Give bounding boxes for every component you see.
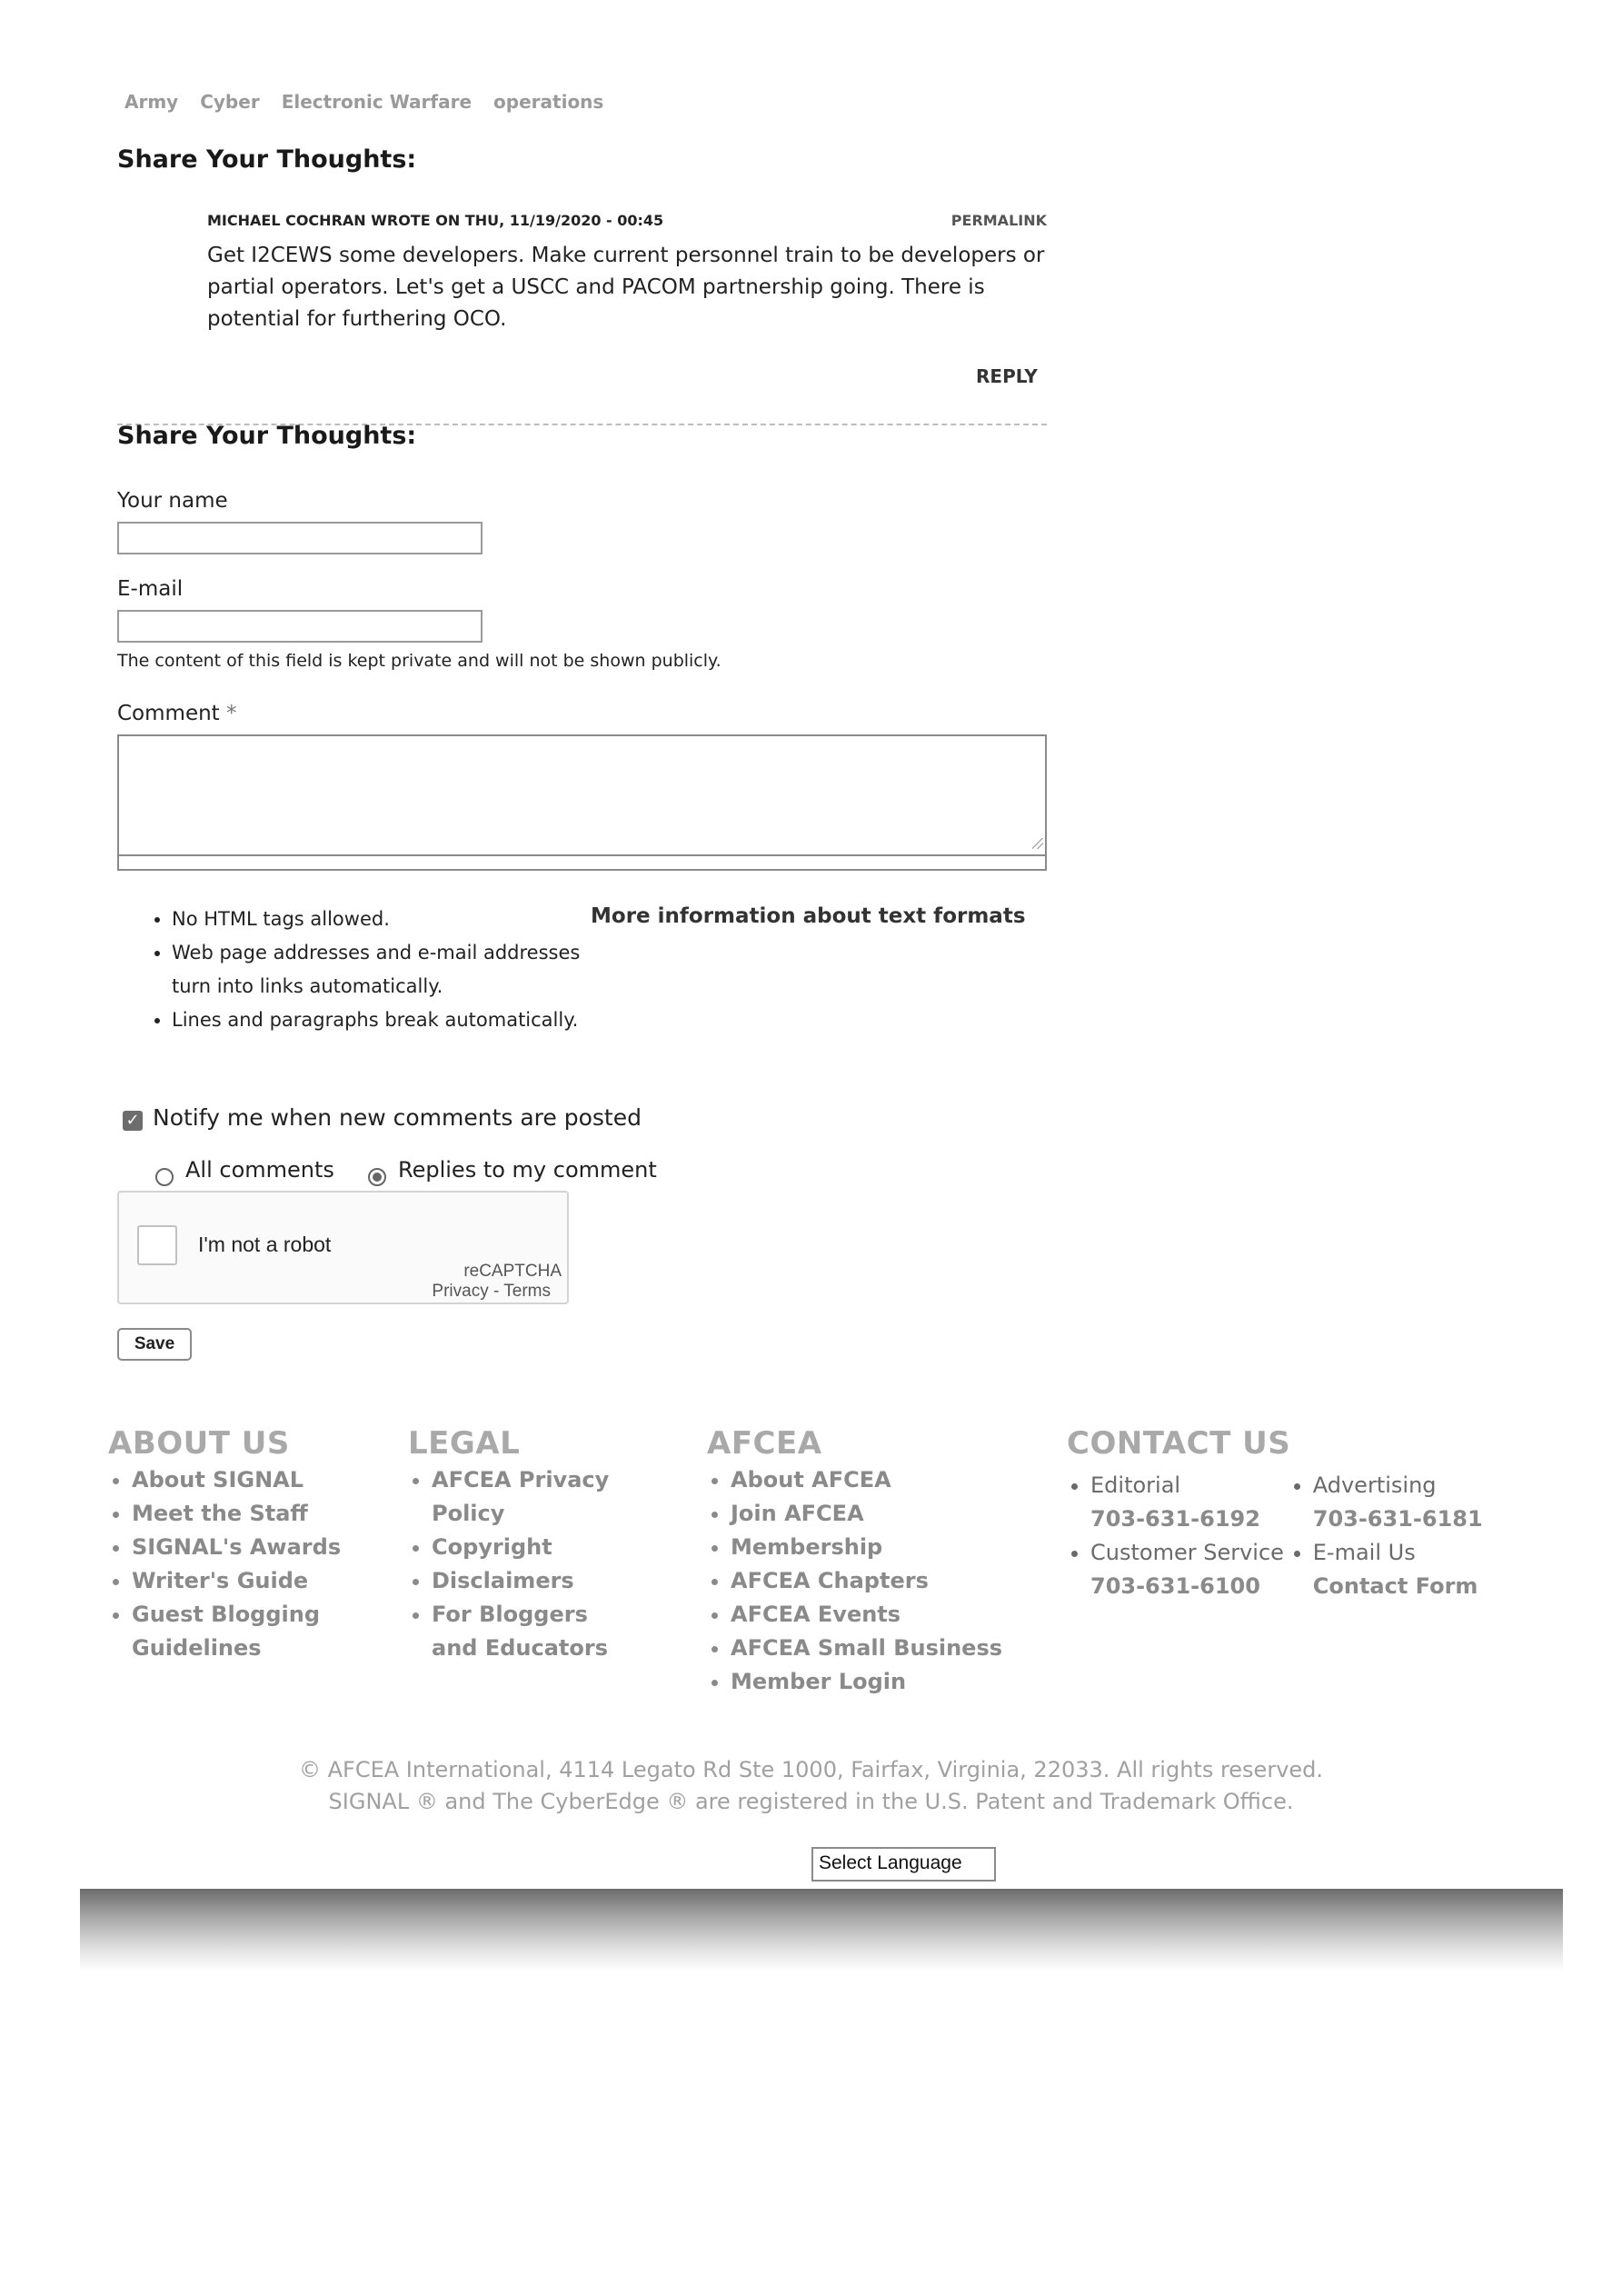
contact-customer-label: Customer Service bbox=[1090, 1540, 1284, 1565]
text-format-tips bbox=[150, 903, 581, 1037]
comment-label-text: Comment bbox=[117, 702, 220, 725]
save-button[interactable]: Save bbox=[117, 1328, 192, 1361]
contact-advertising-label: Advertising bbox=[1312, 1472, 1437, 1498]
comment-label bbox=[117, 702, 237, 725]
footer-link[interactable]: • Member Login bbox=[731, 1665, 1007, 1699]
footer-contact bbox=[1067, 1425, 1503, 1603]
tag-list bbox=[124, 91, 603, 113]
recaptcha-terms-link[interactable]: Terms bbox=[503, 1282, 551, 1301]
footer-link[interactable]: • Membership bbox=[731, 1531, 1007, 1564]
format-tip: • No HTML tags allowed. bbox=[172, 903, 581, 936]
footer-link[interactable]: • AFCEA Small Business bbox=[731, 1632, 1007, 1665]
footer-link[interactable]: • SIGNAL's Awards bbox=[132, 1531, 381, 1564]
reply-link[interactable]: REPLY bbox=[976, 365, 1038, 387]
name-input[interactable] bbox=[117, 522, 483, 554]
contact-form-link[interactable]: Contact Form bbox=[1312, 1573, 1478, 1599]
format-tip: • Lines and paragraphs break automatically. bbox=[172, 1003, 581, 1037]
footer-link[interactable]: • Join AFCEA bbox=[731, 1497, 1007, 1531]
recaptcha-brand: reCAPTCHA bbox=[463, 1262, 562, 1281]
footer-link[interactable]: • Guest Blogging Guidelines bbox=[132, 1598, 332, 1665]
radio-all-comments-label: All comments bbox=[185, 1157, 334, 1183]
email-input[interactable] bbox=[117, 610, 483, 643]
recaptcha-sep: - bbox=[493, 1282, 500, 1301]
language-select[interactable]: Select Language bbox=[811, 1847, 996, 1882]
footer-link[interactable]: • Copyright bbox=[432, 1531, 690, 1564]
comment-body: Get I2CEWS some developers. Make current personnel train to be developers or partial operators. Let's get a USCC and PACOM partnership going. There is potential for furthering OCO. bbox=[207, 244, 1045, 331]
footer-link[interactable]: • Disclaimers bbox=[432, 1564, 690, 1598]
comment-meta bbox=[207, 212, 1047, 229]
comment-author-line: MICHAEL COCHRAN WROTE ON THU, 11/19/2020 - 00:45 bbox=[207, 212, 664, 229]
footer-contact-heading: CONTACT US bbox=[1067, 1425, 1291, 1462]
radio-replies[interactable] bbox=[368, 1168, 386, 1186]
footer-link[interactable]: • Meet the Staff bbox=[132, 1497, 381, 1531]
recaptcha-label: I'm not a robot bbox=[198, 1233, 332, 1256]
footer-about-list bbox=[108, 1463, 381, 1665]
footer-link[interactable]: • AFCEA Privacy Policy bbox=[432, 1463, 690, 1531]
footer-contact-grid bbox=[1067, 1469, 1503, 1603]
format-tip: • Web page addresses and e-mail addresses turn into links automatically. bbox=[172, 936, 581, 1003]
footer-link[interactable]: • Writer's Guide bbox=[132, 1564, 381, 1598]
resize-grip-icon[interactable] bbox=[1032, 838, 1043, 849]
radio-all-comments[interactable] bbox=[155, 1168, 174, 1186]
name-label: Your name bbox=[117, 489, 228, 513]
footer-contact-col-2 bbox=[1289, 1469, 1503, 1603]
copyright bbox=[0, 1754, 1622, 1818]
footer-afcea-list bbox=[707, 1463, 1007, 1699]
email-privacy-hint: The content of this field is kept private and will not be shown publicly. bbox=[117, 651, 721, 671]
copyright-line-1: © AFCEA International, 4114 Legato Rd Ste 1000, Fairfax, Virginia, 22033. All rights reserved. bbox=[298, 1757, 1324, 1782]
footer-contact-col-1 bbox=[1067, 1469, 1289, 1603]
copyright-line-2: SIGNAL ® and The CyberEdge ® are registered in the U.S. Patent and Trademark Office. bbox=[328, 1789, 1294, 1814]
contact-editorial-label: Editorial bbox=[1090, 1472, 1181, 1498]
footer-legal bbox=[408, 1425, 690, 1665]
footer-afcea bbox=[707, 1425, 1007, 1699]
required-mark: * bbox=[226, 702, 237, 725]
form-heading: Share Your Thoughts: bbox=[117, 422, 417, 450]
notify-label: Notify me when new comments are posted bbox=[153, 1104, 642, 1131]
tag-electronic-warfare[interactable]: Electronic Warfare bbox=[281, 91, 473, 113]
footer-about bbox=[108, 1425, 381, 1665]
contact-email bbox=[1313, 1536, 1503, 1603]
recaptcha-links bbox=[432, 1282, 551, 1302]
recaptcha-checkbox[interactable] bbox=[137, 1225, 177, 1265]
recaptcha-widget bbox=[117, 1191, 569, 1304]
tag-army[interactable]: Army bbox=[124, 91, 179, 113]
footer-link[interactable]: • About SIGNAL bbox=[132, 1463, 381, 1497]
footer-link[interactable]: • AFCEA Chapters bbox=[731, 1564, 1007, 1598]
comment-textarea[interactable] bbox=[117, 734, 1047, 871]
contact-advertising-phone[interactable]: 703-631-6181 bbox=[1312, 1506, 1483, 1532]
contact-advertising bbox=[1313, 1469, 1503, 1536]
footer-afcea-heading: AFCEA bbox=[707, 1425, 822, 1462]
footer-about-heading: ABOUT US bbox=[108, 1425, 290, 1462]
contact-customer-phone[interactable]: 703-631-6100 bbox=[1090, 1573, 1260, 1599]
notify-checkbox[interactable]: ✓ bbox=[123, 1111, 143, 1131]
footer-legal-heading: LEGAL bbox=[408, 1425, 521, 1462]
email-label: E-mail bbox=[117, 577, 184, 601]
contact-customer bbox=[1090, 1536, 1289, 1603]
footer-legal-list bbox=[408, 1463, 690, 1665]
contact-editorial bbox=[1090, 1469, 1289, 1536]
permalink-link[interactable]: PERMALINK bbox=[950, 212, 1047, 229]
tag-cyber[interactable]: Cyber bbox=[200, 91, 260, 113]
more-info-text-formats-link[interactable]: More information about text formats bbox=[591, 904, 1026, 928]
contact-email-label: E-mail Us bbox=[1312, 1540, 1416, 1565]
footer-link[interactable]: • About AFCEA bbox=[731, 1463, 1007, 1497]
radio-replies-label: Replies to my comment bbox=[398, 1157, 657, 1183]
footer-link[interactable]: • AFCEA Events bbox=[731, 1598, 1007, 1632]
footer-link[interactable]: • For Bloggers and Educators bbox=[432, 1598, 632, 1665]
comment-textarea-input[interactable] bbox=[119, 736, 1045, 856]
comments-heading: Share Your Thoughts: bbox=[117, 145, 417, 174]
page-bottom-shadow bbox=[80, 1889, 1563, 1971]
recaptcha-privacy-link[interactable]: Privacy bbox=[432, 1282, 489, 1301]
tag-operations[interactable]: operations bbox=[493, 91, 604, 113]
contact-editorial-phone[interactable]: 703-631-6192 bbox=[1090, 1506, 1260, 1532]
